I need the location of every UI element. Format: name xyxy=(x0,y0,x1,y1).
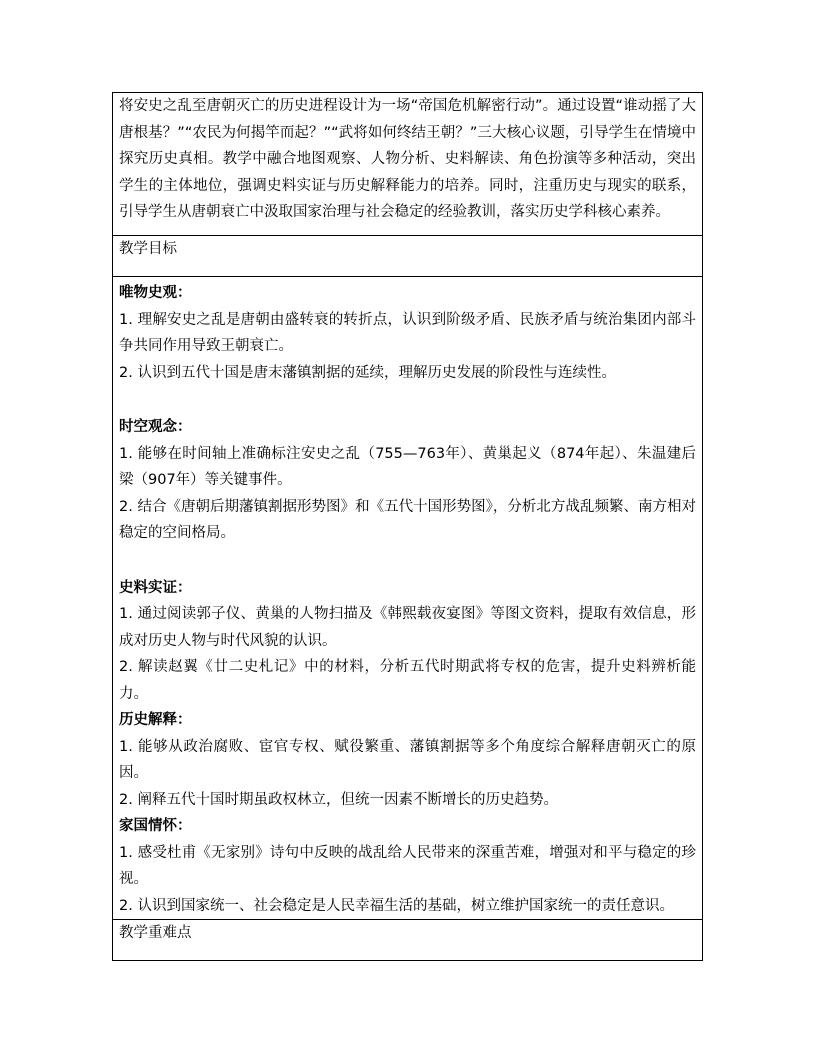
objectives-content-row xyxy=(113,277,703,920)
objectives-content-cell xyxy=(113,277,703,920)
section-title-spacetime: 时空观念： xyxy=(119,419,192,435)
objective-item: 2. 阐释五代十国时期虽政权林立，但统一因素不断增长的历史趋势。 xyxy=(119,791,558,808)
objectives-header-row xyxy=(113,236,703,277)
objective-item: 1. 通过阅读郭子仪、黄巢的人物扫描及《韩熙载夜宴图》等图文资料，提取有效信息，形成对历史人物与时代风貌的认识。 xyxy=(119,606,696,649)
intro-paragraph: 将安史之乱至唐朝灭亡的历史进程设计为一场“帝国危机解密行动”。通过设置“谁动摇了大唐根基？”“农民为何揭竿而起？”“武将如何终结王朝？”三大核心议题，引导学生在情境中探究历史真相。教学中融合地图观察、人物分析、史料解读、角色扮演等多种活动，突出学生的主体地位，强调史料实证与历史解释能力的培养。同时，注重历史与现实的联系，引导学生从唐朝衰亡中汲取国家治理与社会稳定的经验教训，落实历史学科核心素养。 xyxy=(119,98,696,220)
objective-item: 2. 结合《唐朝后期藩镇割据形势图》和《五代十国形势图》，分析北方战乱频繁、南方相对稳定的空间格局。 xyxy=(119,498,696,541)
difficulties-header-label: 教学重难点 xyxy=(119,925,192,941)
difficulties-header-row xyxy=(113,920,703,961)
section-title-patriotism: 家国情怀： xyxy=(119,818,192,834)
section-title-interpretation: 历史解释： xyxy=(119,712,192,728)
objective-item: 1. 感受杜甫《无家别》诗句中反映的战乱给人民带来的深重苦难，增强对和平与稳定的珍视。 xyxy=(119,844,696,887)
objective-item: 1. 理解安史之乱是唐朝由盛转衰的转折点，认识到阶级矛盾、民族矛盾与统治集团内部斗争共同作用导致王朝衰亡。 xyxy=(119,311,696,354)
section-spacer xyxy=(119,547,696,575)
objective-item: 2. 认识到五代十国是唐末藩镇割据的延续，理解历史发展的阶段性与连续性。 xyxy=(119,364,616,381)
intro-row xyxy=(113,93,703,236)
objective-item: 1. 能够在时间轴上准确标注安史之乱（755—763年）、黄巢起义（874年起）、朱温建后梁（907年）等关键事件。 xyxy=(119,445,696,488)
objectives-header-cell xyxy=(113,236,703,277)
difficulties-header-cell xyxy=(113,920,703,961)
lesson-plan-table xyxy=(112,92,703,961)
section-title-materialism: 唯物史观： xyxy=(119,285,192,301)
section-spacer xyxy=(119,386,696,414)
objective-item: 1. 能够从政治腐败、宦官专权、赋役繁重、藩镇割据等多个角度综合解释唐朝灭亡的原因。 xyxy=(119,738,696,781)
objective-item: 2. 解读赵翼《廿二史札记》中的材料，分析五代时期武将专权的危害，提升史料辨析能力。 xyxy=(119,659,696,702)
objectives-header-label: 教学目标 xyxy=(119,241,177,257)
objective-item: 2. 认识到国家统一、社会稳定是人民幸福生活的基础，树立维护国家统一的责任意识。 xyxy=(119,897,674,914)
intro-cell xyxy=(113,93,703,236)
section-title-evidence: 史料实证： xyxy=(119,579,192,596)
